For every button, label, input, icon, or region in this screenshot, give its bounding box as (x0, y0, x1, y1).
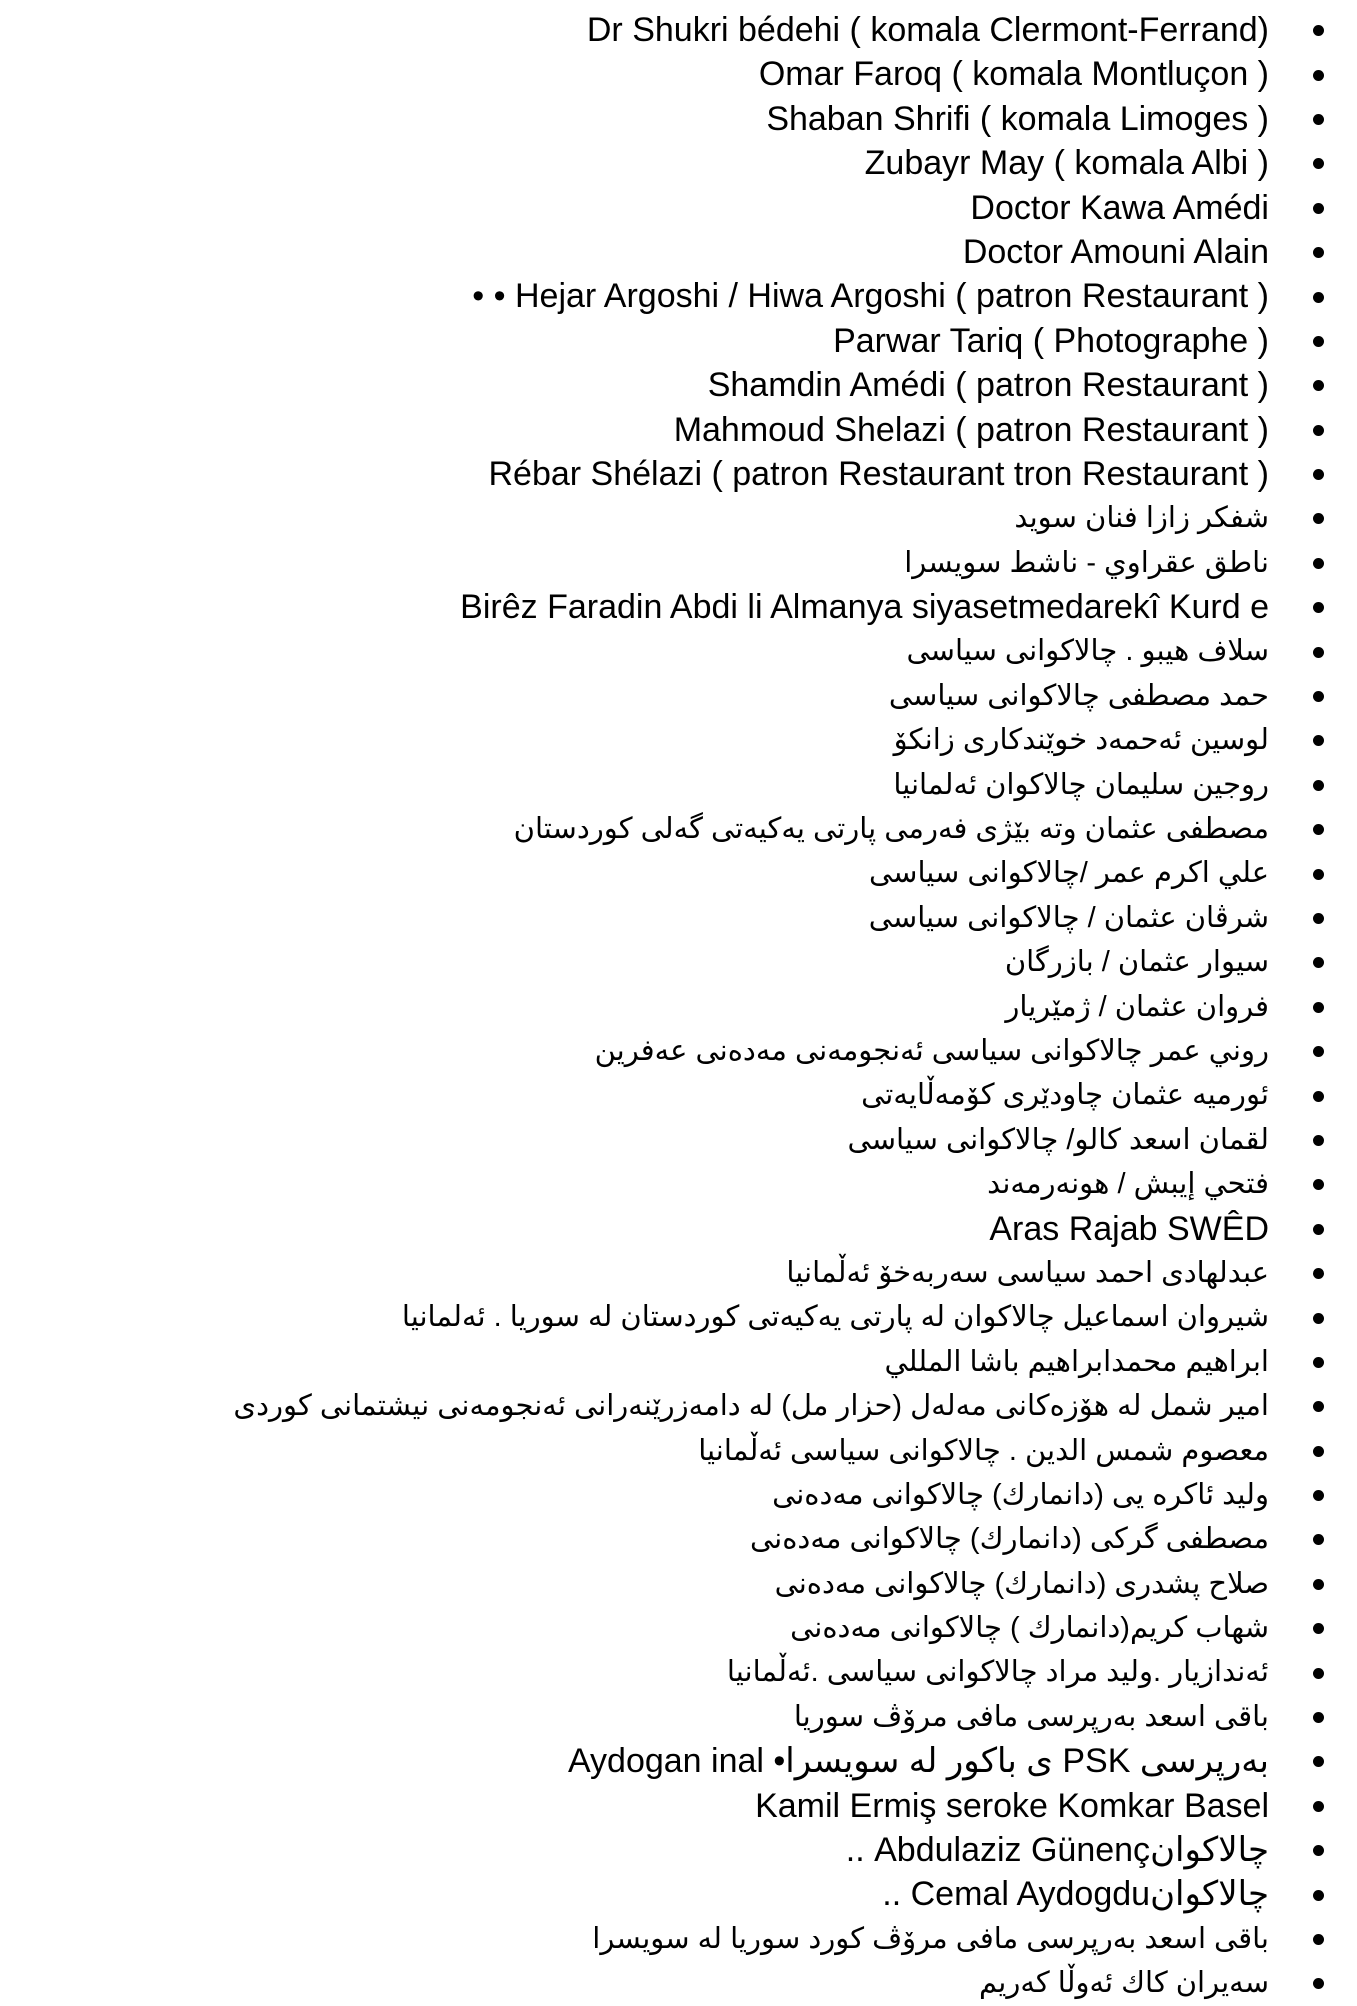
list-item (0, 1473, 1357, 1517)
list-item-text: حمد مصطفى چالاکوانی سیاسی (888, 679, 1269, 712)
list-item (0, 1295, 1357, 1339)
bullet-icon (1313, 114, 1324, 125)
list-item-text: ابراهيم محمدابراهيم باشا المللي (884, 1345, 1269, 1378)
list-item (0, 230, 1357, 274)
list-item (0, 8, 1357, 52)
list-item (0, 1384, 1357, 1428)
list-item (0, 1606, 1357, 1650)
bullet-icon (1313, 1135, 1324, 1146)
list-item-text: وليد ئاكره يى (دانمارك) چالاکوانی مەدەنی (772, 1478, 1269, 1511)
bullet-icon (1313, 1579, 1324, 1590)
bullet-icon (1313, 869, 1324, 880)
bullet-icon (1313, 1179, 1324, 1190)
list-item (0, 274, 1357, 318)
list-item-text: عبدلهادی احمد سیاسی سەربەخۆ ئەڵمانیا (786, 1256, 1269, 1289)
list-item-text: باقی اسعد بەرپرسی مافی مرۆڤ کورد سوریا لە سویسرا (592, 1922, 1269, 1955)
list-item (0, 1961, 1357, 2005)
list-item (0, 1073, 1357, 1117)
list-item-text: مصطفى عثمان وتە بێژی فەرمی پارتی یەکیەتی گەلی کوردستان (513, 813, 1269, 846)
bullet-icon (1313, 1978, 1324, 1989)
names-list (0, 8, 1357, 2006)
list-item (0, 763, 1357, 807)
list-item (0, 452, 1357, 496)
bullet-icon (1313, 558, 1324, 569)
list-item-text: چالاکوانAbdulaziz Günenç .. (845, 1831, 1269, 1870)
list-item-text: ناطق عقراوي - ناشط سويسرا (904, 546, 1269, 579)
bullet-icon (1313, 469, 1324, 480)
bullet-icon (1313, 1446, 1324, 1457)
bullet-icon (1313, 957, 1324, 968)
list-item-text: شهاب كريم(دانمارك ) چالاکوانی مەدەنی (790, 1612, 1269, 1645)
list-item-text: فروان عثمان / ژمێریار (1005, 990, 1269, 1023)
list-item-text: شفكر زازا فنان سويد (1014, 502, 1269, 535)
list-item-text: Omar Faroq ( komala Montluçon ) (758, 55, 1269, 94)
bullet-icon (1313, 1756, 1324, 1767)
bullet-icon (1313, 1534, 1324, 1545)
bullet-icon (1313, 913, 1324, 924)
bullet-icon (1313, 1313, 1324, 1324)
bullet-icon (1313, 1490, 1324, 1501)
bullet-icon (1313, 691, 1324, 702)
bullet-icon (1313, 25, 1324, 36)
list-item-text: Doctor Amouni Alain (962, 232, 1269, 271)
bullet-icon (1313, 1801, 1324, 1812)
list-item (0, 585, 1357, 629)
list-item-text: روني عمر چالاکوانی سیاسی ئەنجومەنی مەدەنی عەفرین (594, 1034, 1269, 1067)
list-item-text: Zubayr May ( komala Albi ) (864, 144, 1269, 183)
bullet-icon (1313, 1401, 1324, 1412)
list-item (0, 1562, 1357, 1606)
bullet-icon (1313, 1268, 1324, 1279)
list-item (0, 1118, 1357, 1162)
list-item-text: Rébar Shélazi ( patron Restaurant tron Restaurant ) (488, 454, 1269, 493)
bullet-icon (1313, 70, 1324, 81)
list-item (0, 985, 1357, 1029)
bullet-icon (1313, 780, 1324, 791)
bullet-icon (1313, 1623, 1324, 1634)
list-item (0, 1162, 1357, 1206)
list-item-text: Kamil Ermiş seroke Komkar Basel (755, 1786, 1269, 1825)
bullet-icon (1313, 1224, 1324, 1235)
list-item-text: صلاح پشدری (دانمارك) چالاکوانی مەدەنی (774, 1567, 1269, 1600)
bullet-icon (1313, 824, 1324, 835)
bullet-icon (1313, 336, 1324, 347)
list-item-text: فتحي إيبش / هونەرمەند (987, 1168, 1269, 1201)
list-item-text: Aras Rajab SWÊD (989, 1209, 1269, 1248)
list-item-text: • • Hejar Argoshi / Hiwa Argoshi ( patron Restaurant ) (472, 277, 1269, 316)
list-item (0, 1872, 1357, 1916)
bullet-icon (1313, 1002, 1324, 1013)
list-item-text: باقی اسعد بەرپرسی مافی مرۆڤ سوریا (793, 1700, 1269, 1733)
list-item (0, 1251, 1357, 1295)
list-item-text: سەیران کاك ئەوڵا کەریم (978, 1967, 1269, 2000)
list-item (0, 1429, 1357, 1473)
bullet-icon (1313, 203, 1324, 214)
list-item (0, 52, 1357, 96)
list-item-text: سيوار عثمان / بازرگان (1004, 946, 1269, 979)
list-item (0, 1650, 1357, 1694)
list-item-text: روجين سليمان چالاکوان ئەلمانیا (893, 768, 1269, 801)
list-item-text: مصطفى گرکی (دانمارك) چالاکوانی مەدەنی (749, 1523, 1269, 1556)
list-item (0, 1828, 1357, 1872)
list-item (0, 1207, 1357, 1251)
list-item (0, 629, 1357, 673)
bullet-icon (1313, 1091, 1324, 1102)
list-item (0, 408, 1357, 452)
list-item-text: ئەندازیار .وليد مراد چالاکوانی سیاسی .ئەڵمانیا (726, 1656, 1269, 1689)
list-item (0, 1029, 1357, 1073)
bullet-icon (1313, 1668, 1324, 1679)
list-item (0, 1917, 1357, 1961)
list-item-text: چالاکوانCemal Aydogdu .. (882, 1875, 1269, 1914)
list-item (0, 1517, 1357, 1561)
bullet-icon (1313, 1845, 1324, 1856)
list-item-text: Mahmoud Shelazi ( patron Restaurant ) (673, 410, 1269, 449)
bullet-icon (1313, 247, 1324, 258)
list-item-text: Birêz Faradin Abdi li Almanya siyasetmedarekî Kurd e (460, 588, 1269, 627)
list-item (0, 896, 1357, 940)
list-item-text: لوسين ئەحمەد خوێندکاری زانکۆ (893, 724, 1269, 757)
list-item-text: Doctor Kawa Amédi (970, 188, 1269, 227)
list-item-text: شرڤان عثمان / چالاکوانی سیاسی (868, 901, 1269, 934)
list-item-text: معصوم شمس الدين . چالاکوانی سیاسی ئەڵمانیا (698, 1434, 1269, 1467)
list-item (0, 674, 1357, 718)
list-item (0, 940, 1357, 984)
list-item-text: Parwar Tariq ( Photographe ) (833, 321, 1269, 360)
bullet-icon (1313, 158, 1324, 169)
list-item (0, 718, 1357, 762)
bullet-icon (1313, 292, 1324, 303)
list-item-text: بەرپرسی PSK ی باکور لە سویسرا• Aydogan inal (567, 1742, 1269, 1781)
bullet-icon (1313, 647, 1324, 658)
list-item-text: Dr Shukri bédehi ( komala Clermont-Ferrand) (586, 11, 1269, 49)
list-item (0, 1784, 1357, 1828)
bullet-icon (1313, 1890, 1324, 1901)
bullet-icon (1313, 380, 1324, 391)
bullet-icon (1313, 1046, 1324, 1057)
bullet-icon (1313, 602, 1324, 613)
list-item (0, 319, 1357, 363)
list-item-text: لقمان اسعد كالو/ چالاکوانی سیاسی (847, 1123, 1269, 1156)
bullet-icon (1313, 513, 1324, 524)
list-item (0, 1340, 1357, 1384)
list-item (0, 851, 1357, 895)
bullet-icon (1313, 1712, 1324, 1723)
list-item-text: Shaban Shrifi ( komala Limoges ) (766, 99, 1269, 138)
list-item (0, 363, 1357, 407)
list-item-text: سلاف هيبو . چالاکوانی سیاسی (906, 635, 1269, 668)
list-item (0, 97, 1357, 141)
list-item (0, 541, 1357, 585)
bullet-icon (1313, 425, 1324, 436)
list-item-text: امير شمل لە هۆزەکانی مەلەل (حزار مل) لە دامەزرێنەرانی ئەنجومەنی نیشتمانی کوردی (233, 1390, 1269, 1423)
list-item (0, 1695, 1357, 1739)
bullet-icon (1313, 735, 1324, 746)
list-item (0, 186, 1357, 230)
list-item-text: ئورميه عثمان چاودێری کۆمەڵایەتی (861, 1079, 1269, 1112)
bullet-icon (1313, 1934, 1324, 1945)
list-item-text: شیروان اسماعیل چالاکوان لە پارتی یەکیەتی کوردستان لە سوریا . ئەلمانیا (401, 1301, 1269, 1334)
list-item (0, 807, 1357, 851)
list-item (0, 496, 1357, 540)
list-item-text: Shamdin Amédi ( patron Restaurant ) (707, 366, 1269, 405)
list-item (0, 141, 1357, 185)
bullet-icon (1313, 1357, 1324, 1368)
list-item (0, 1739, 1357, 1783)
list-item-text: علي اكرم عمر /چالاکوانی سیاسی (869, 857, 1269, 890)
